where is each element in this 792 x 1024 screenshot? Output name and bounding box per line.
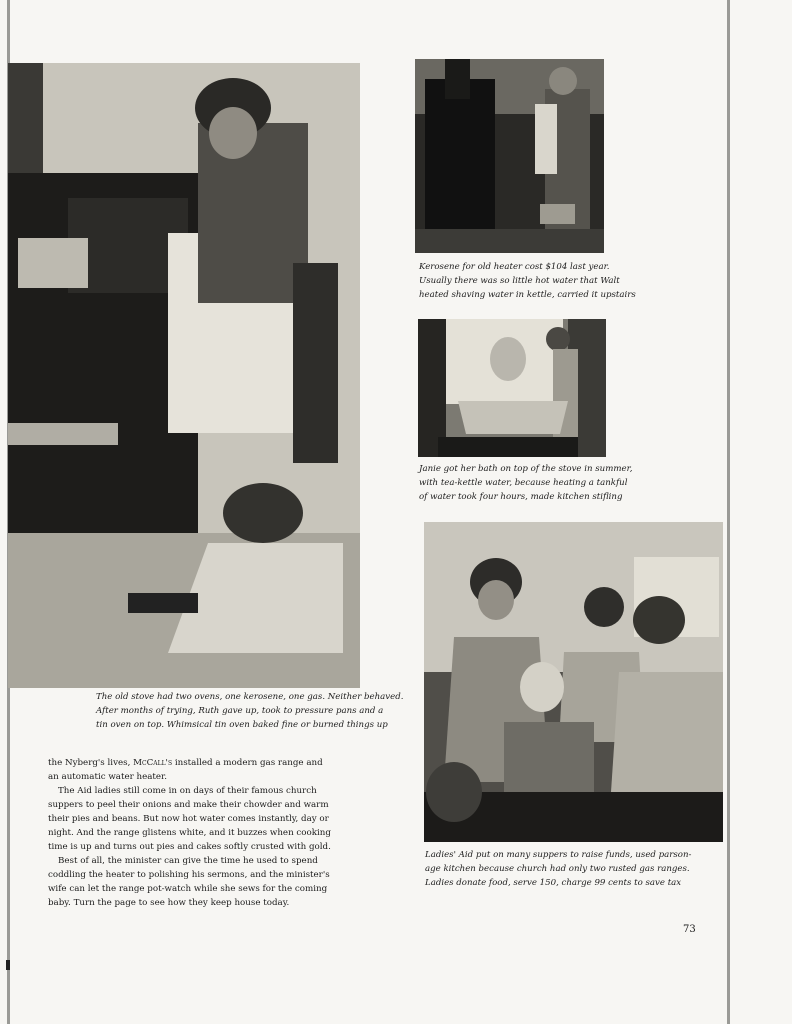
caption-line: age kitchen because church had only two rusted gas ranges. <box>425 864 690 874</box>
caption-line: After months of trying, Ruth gave up, took to pressure pans and a <box>96 706 384 716</box>
caption-kerosene-heater <box>419 260 636 302</box>
photo-kerosene-heater <box>415 59 604 253</box>
page-edge-right <box>727 0 730 1024</box>
article-line: coddling the heater to polishing his sermons, and the minister's <box>48 870 330 880</box>
caption-line: Janie got her bath on top of the stove in summer, <box>419 464 633 474</box>
caption-old-stove <box>96 690 403 732</box>
caption-bath-on-stove <box>419 462 632 504</box>
photo-ladies-aid <box>424 522 723 842</box>
article-text: the Nyberg's lives, <box>48 758 134 768</box>
article-line: Best of all, the minister can give the time he used to spend <box>58 856 318 866</box>
article-body <box>48 756 331 910</box>
caption-line: Ladies donate food, serve 150, charge 99 cents to save tax <box>425 878 682 888</box>
photo-old-stove <box>8 63 360 688</box>
caption-line: heated shaving water in kettle, carried it upstairs <box>419 290 636 300</box>
article-line <box>48 756 323 770</box>
article-line: wife can let the range pot-watch while she sews for the coming <box>48 884 328 894</box>
article-line: time is up and turns out pies and cakes softly crusted with gold. <box>48 842 331 852</box>
caption-line: Kerosene for old heater cost $104 last year. <box>419 262 610 272</box>
caption-line: Usually there was so little hot water that Walt <box>419 276 620 286</box>
article-line: their pies and beans. But now hot water comes instantly, day or <box>48 814 329 824</box>
article-line: suppers to peel their onions and make their chowder and warm <box>48 800 329 810</box>
article-line: night. And the range glistens white, and it buzzes when cooking <box>48 828 331 838</box>
photo-bath-on-stove <box>418 319 606 457</box>
brand-name: McCall's <box>133 758 173 768</box>
article-paragraph-2 <box>48 784 331 854</box>
caption-ladies-aid <box>425 848 691 890</box>
page-number: 73 <box>683 924 696 935</box>
article-line: an automatic water heater. <box>48 772 168 782</box>
caption-line: tin oven on top. Whimsical tin oven baked fine or burned things up <box>96 720 388 730</box>
article-paragraph-3 <box>48 854 330 910</box>
article-text: installed a modern gas range and <box>172 758 323 768</box>
caption-line: The old stove had two ovens, one kerosene, one gas. Neither behaved. <box>96 692 404 702</box>
caption-line: of water took four hours, made kitchen stifling <box>419 492 623 502</box>
caption-line: with tea-kettle water, because heating a tankful <box>419 478 628 488</box>
article-line: baby. Turn the page to see how they keep house today. <box>48 898 290 908</box>
scan-gutter-mark <box>6 960 10 970</box>
article-paragraph-1 <box>48 756 323 784</box>
caption-line: Ladies' Aid put on many suppers to raise funds, used parson- <box>425 850 692 860</box>
article-line: The Aid ladies still come in on days of their famous church <box>58 786 317 796</box>
